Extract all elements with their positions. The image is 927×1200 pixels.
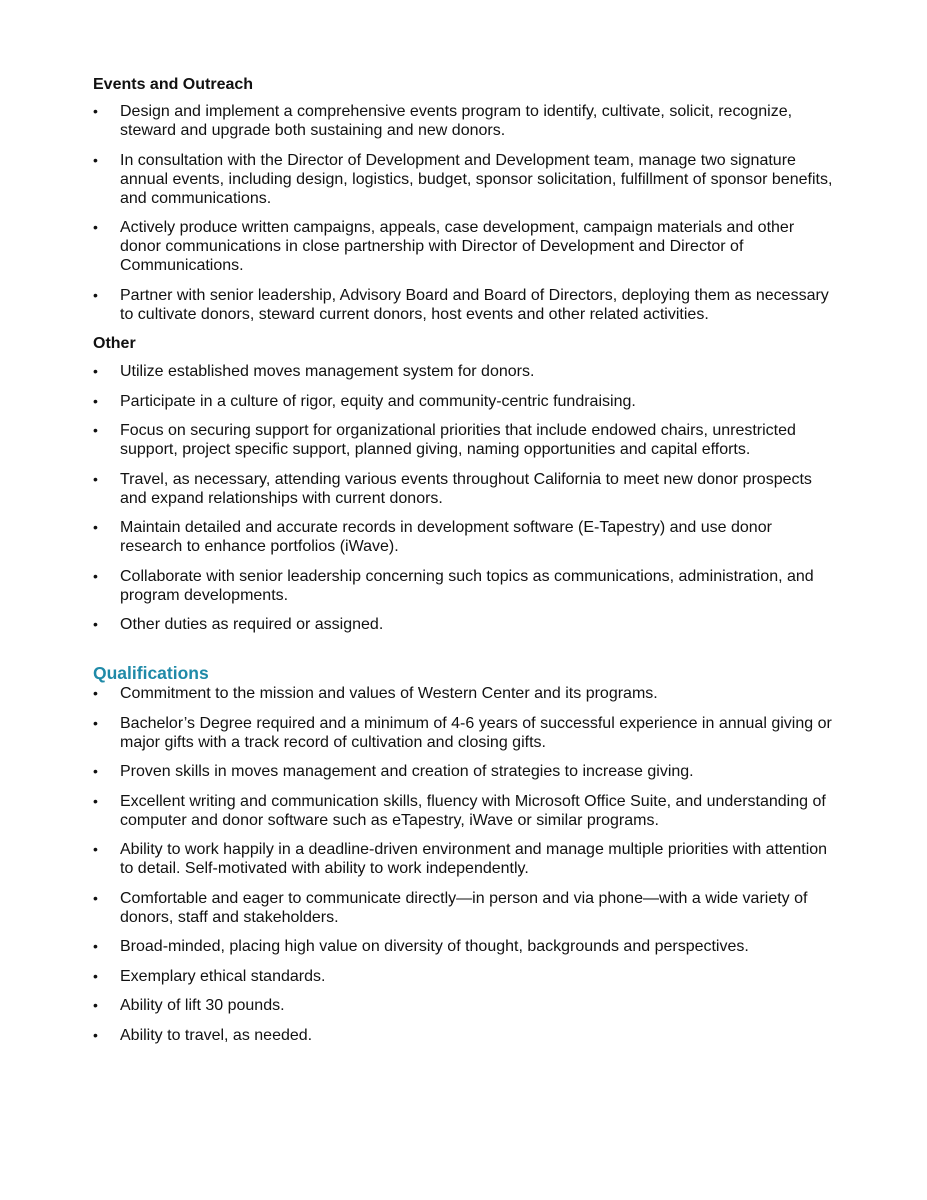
bullet-icon: • [93, 997, 98, 1013]
list-item: • Participate in a culture of rigor, equity and community-centric fundraising. [93, 392, 636, 410]
bullet-icon: • [93, 392, 98, 409]
bullet-icon: • [93, 363, 98, 379]
events-heading: Events and Outreach [93, 76, 254, 93]
list-item: • Other duties as required or assigned. [93, 616, 384, 633]
list-item: • Exemplary ethical standards. [93, 967, 326, 985]
other-heading: Other [93, 335, 136, 352]
list-item: • Travel, as necessary, attending various events throughout California to meet new donor prospects and expand relationships with current donors. [93, 470, 812, 507]
bullet-icon: • [93, 714, 98, 731]
bullet-icon: • [93, 519, 98, 535]
bullet-icon: • [93, 616, 98, 632]
list-item: • Comfortable and eager to communicate directly—in person and via phone—with a wide variety of donors, staff and stakeholders. [93, 889, 808, 926]
list-item: • Utilize established moves management system for donors. [93, 363, 535, 380]
list-item: • Proven skills in moves management and creation of strategies to increase giving. [93, 763, 694, 780]
bullet-icon: • [93, 567, 98, 584]
list-item: • Commitment to the mission and values of Western Center and its programs. [93, 685, 658, 702]
bullet-icon: • [93, 841, 98, 857]
qualifications-list [93, 684, 838, 1045]
list-item: • Excellent writing and communication skills, fluency with Microsoft Office Suite, and understanding of computer and donor software such as eTapestry, iWave or similar programs. [93, 792, 826, 829]
list-item: • Bachelor’s Degree required and a minimum of 4-6 years of successful experience in annual giving or major gifts with a track record of cultivation and closing gifts. [93, 714, 832, 751]
bullet-icon: • [93, 286, 98, 303]
other-list [93, 362, 838, 634]
document-page [93, 75, 838, 1055]
list-item: • Collaborate with senior leadership concerning such topics as communications, administration, and program developments. [93, 567, 814, 604]
bullet-icon: • [93, 219, 98, 235]
list-item: • Maintain detailed and accurate records in development software (E-Tapestry) and use donor research to enhance portfolios (iWave). [93, 519, 772, 555]
list-item: • Actively produce written campaigns, appeals, case development, campaign materials and other donor communications in close partnership with Director of Development and Director of Communications. [93, 219, 795, 274]
list-item: • Focus on securing support for organizational priorities that include endowed chairs, unrestricted support, project specific support, planned giving, naming opportunities and capital efforts. [93, 422, 796, 458]
bullet-icon: • [93, 103, 98, 119]
bullet-icon: • [93, 685, 98, 701]
bullet-icon: • [93, 792, 98, 809]
bullet-icon: • [93, 151, 98, 168]
bullet-icon: • [93, 422, 98, 438]
list-item: • Design and implement a comprehensive events program to identify, cultivate, solicit, recognize, steward and upgrade both sustaining and new donors. [93, 103, 793, 139]
bullet-icon: • [93, 938, 98, 954]
list-item: • Ability to work happily in a deadline-driven environment and manage multiple priorities with attention to detail. Self-motivated with ability to work independently. [93, 841, 828, 877]
list-item: • Broad-minded, placing high value on diversity of thought, backgrounds and perspectives. [93, 938, 749, 955]
bullet-icon: • [93, 967, 98, 984]
list-item: • Ability of lift 30 pounds. [93, 997, 285, 1014]
list-item: • Ability to travel, as needed. [93, 1026, 313, 1044]
bullet-icon: • [93, 1026, 98, 1043]
list-item: • Partner with senior leadership, Advisory Board and Board of Directors, deploying them as necessary to cultivate donors, steward current donors, host events and other related activities. [93, 286, 829, 323]
list-item: • In consultation with the Director of Development and Development team, manage two signature annual events, including design, logistics, budget, sponsor solicitation, fulfillment of sponsor benefits, and communications. [93, 151, 833, 207]
qualifications-heading: Qualifications [93, 663, 209, 683]
bullet-icon: • [93, 763, 98, 779]
bullet-icon: • [93, 889, 98, 906]
bullet-icon: • [93, 470, 98, 487]
events-list [93, 102, 838, 324]
